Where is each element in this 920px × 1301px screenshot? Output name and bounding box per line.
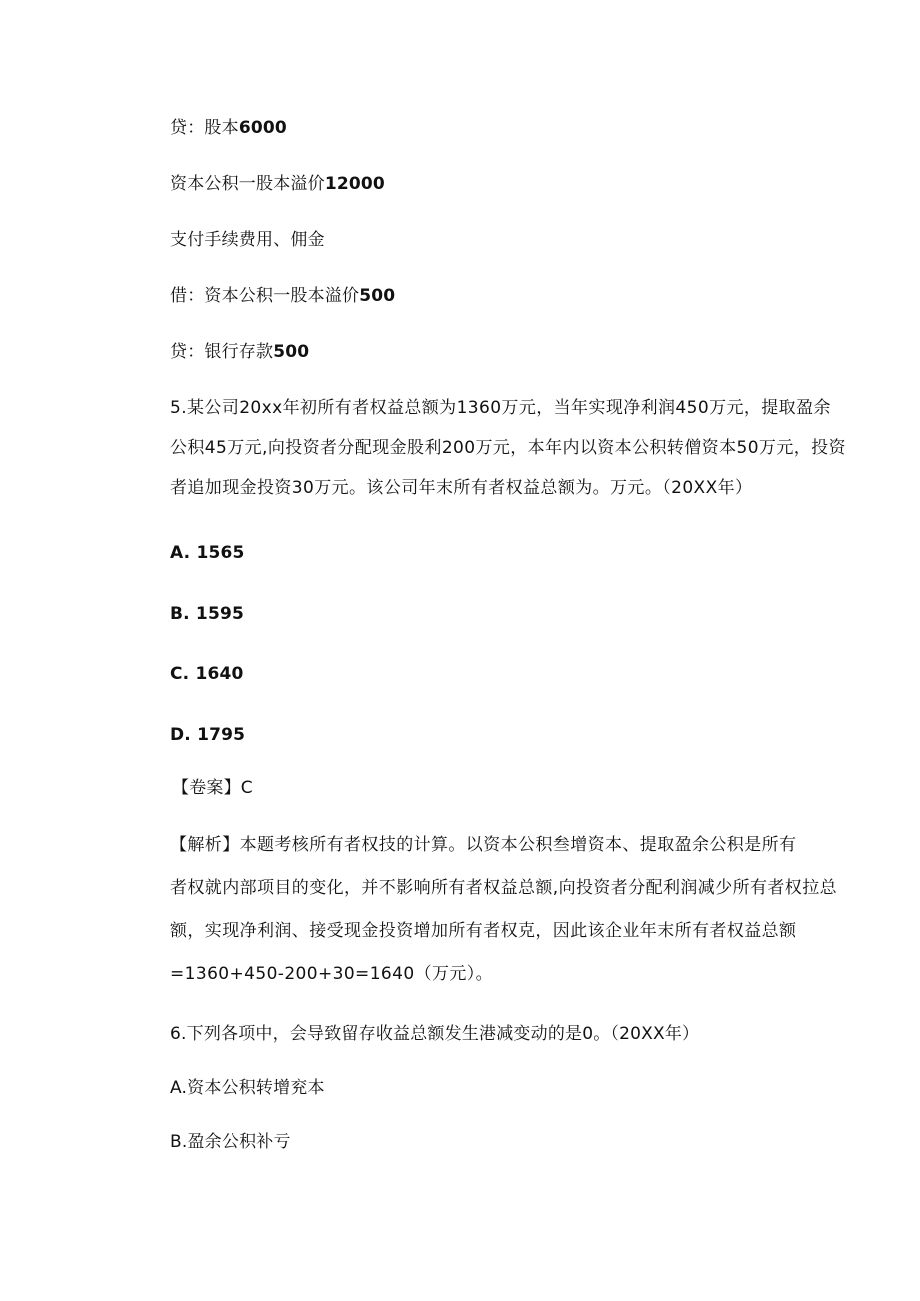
entry-line: 支付手续费用、佣金 xyxy=(170,230,325,250)
entry-line: 贷：股本6000 xyxy=(170,118,287,138)
q6-option-a: A.资本公积转增兖本 xyxy=(170,1078,325,1098)
analysis xyxy=(170,824,838,996)
analysis-line: 者权就内部项目的变化，并不影响所有者权益总额,向投资者分配利润减少所有者权拉总 xyxy=(170,878,838,898)
question-6: 6.下列各项中，会导致留存收益总额发生港减变动的是0。（20XX年） xyxy=(170,1024,700,1044)
analysis-line: =1360+450-200+30=1640（万元）。 xyxy=(170,964,494,984)
entry-line: 借：资本公积一股本溢价500 xyxy=(170,286,396,306)
entry-line: 贷：银行存款500 xyxy=(170,342,310,362)
option-b: B. 1595 xyxy=(170,604,245,624)
option-a: A. 1565 xyxy=(170,543,245,563)
analysis-line: 【解析】本题考核所有者权技的计算。以资本公积叁增资本、提取盈余公积是所有 xyxy=(170,835,797,855)
question-5-line: 者追加现金投资30万元。该公司年末所有者权益总额为。万元。（20XX年） xyxy=(170,478,753,498)
question-5-line: 公积45万元,向投资者分配现金股利200万元，本年内以资本公积转僧资本50万元，投资 xyxy=(170,438,846,458)
option-c: C. 1640 xyxy=(170,664,244,684)
question-5 xyxy=(170,388,846,508)
entry-line: 资本公积一股本溢价12000 xyxy=(170,174,385,194)
option-d: D. 1795 xyxy=(170,725,246,745)
analysis-line: 额，实现净利润、接受现金投资增加所有者权克，因此该企业年末所有者权益总额 xyxy=(170,921,797,941)
answer: 【卷案】C xyxy=(172,778,253,798)
q6-option-b: B.盈余公积补亏 xyxy=(170,1132,291,1152)
question-5-line: 5.某公司20xx年初所有者权益总额为1360万元，当年实现净利润450万元，提取盈余 xyxy=(170,398,831,418)
